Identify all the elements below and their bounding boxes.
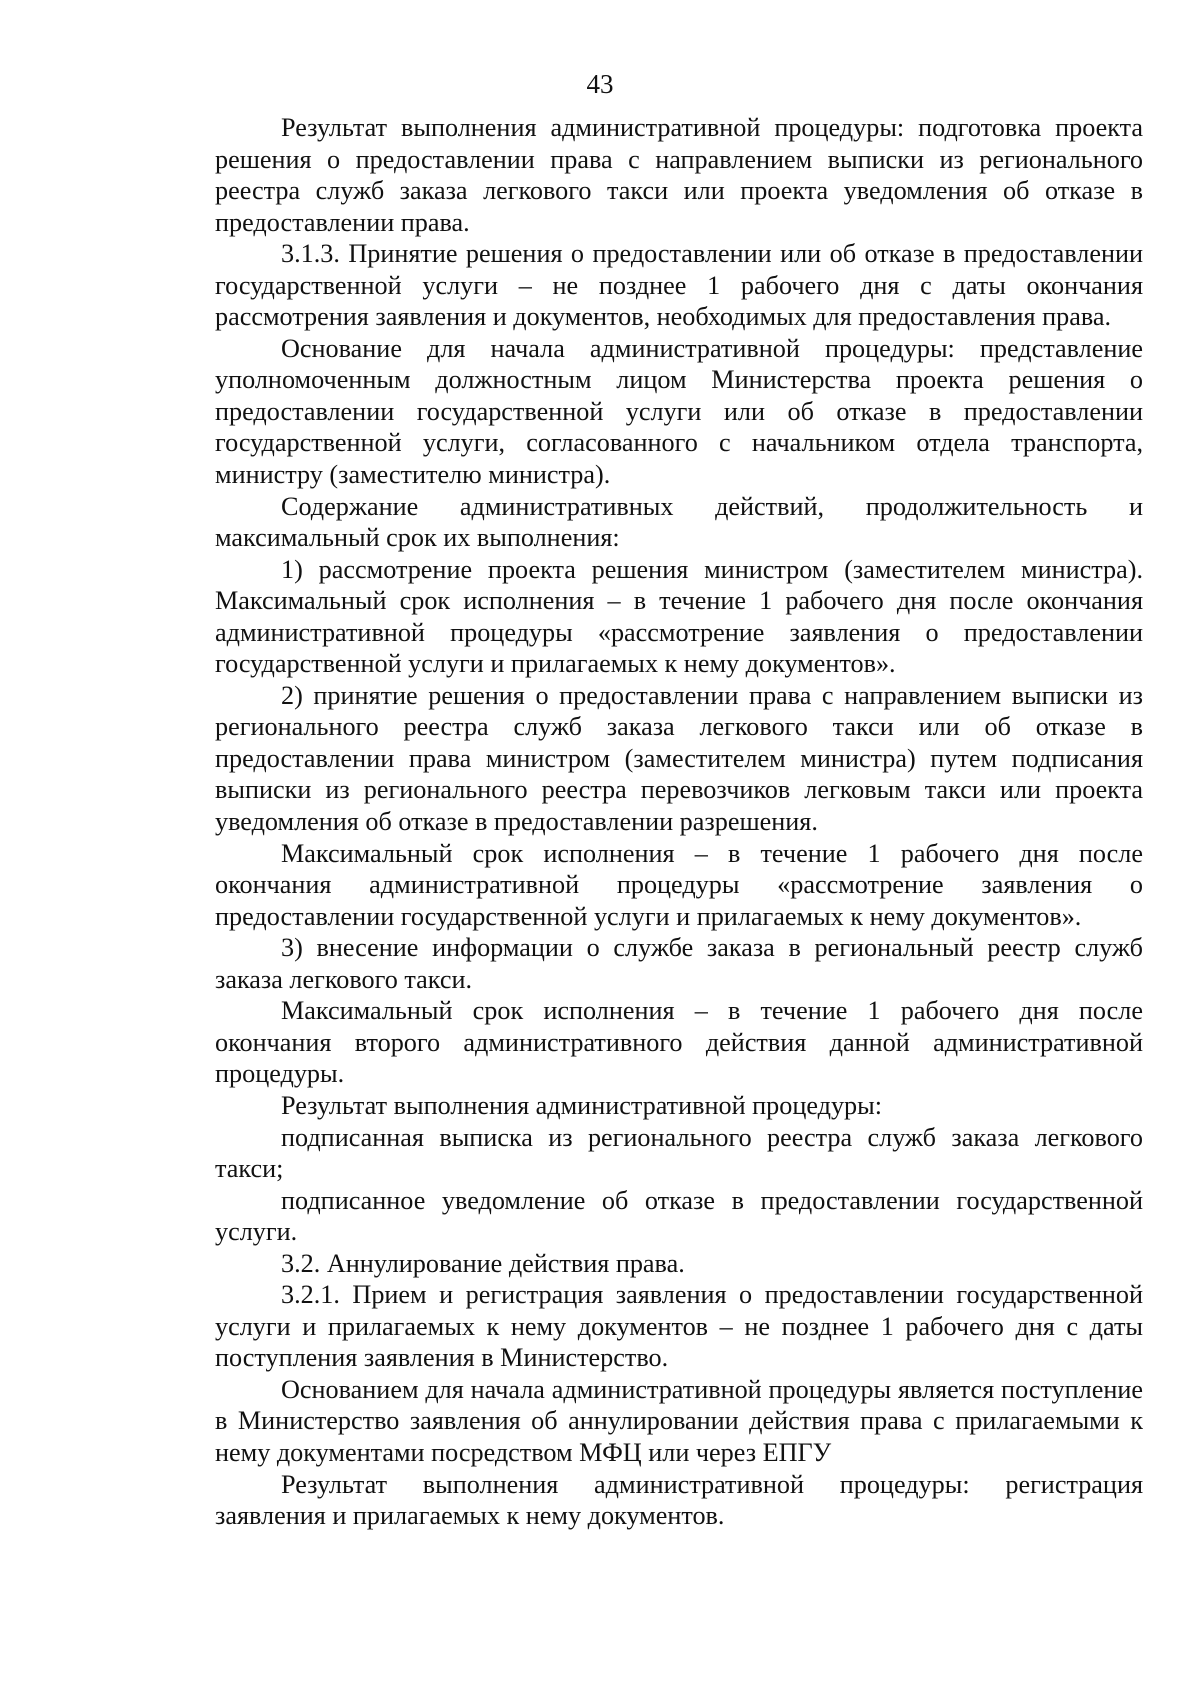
paragraph: Максимальный срок исполнения – в течение 1 рабочего дня после окончания второго административного действия данной административной процедуры.	[215, 996, 1143, 1089]
paragraph: Максимальный срок исполнения – в течение 1 рабочего дня после окончания административной процедуры «рассмотрение заявления о предоставлении государственной услуги и прилагаемых к нему документов».	[215, 838, 1143, 931]
paragraph: 3.1.3. Принятие решения о предоставлении или об отказе в предоставлении государственной услуги – не позднее 1 рабочего дня с даты окончания рассмотрения заявления и документов, необходимых для предоставления права.	[215, 239, 1143, 332]
section-heading: 3.2. Аннулирование действия права.	[281, 1248, 685, 1278]
paragraph: 3) внесение информации о службе заказа в региональный реестр служб заказа легкового такси.	[215, 933, 1143, 994]
document-body	[215, 112, 1143, 1532]
page-number: 43	[586, 69, 614, 99]
paragraph: Результат выполнения административной процедуры: регистрация заявления и прилагаемых к нему документов.	[215, 1469, 1143, 1531]
paragraph: 1) рассмотрение проекта решения министром (заместителем министра). Максимальный срок исполнения – в течение 1 рабочего дня после окончания административной процедуры «рассмотрение заявления о предоставлении государственной услуги и прилагаемых к нему документов».	[215, 554, 1143, 679]
paragraph: Результат выполнения административной процедуры:	[281, 1090, 883, 1120]
paragraph: подписанная выписка из регионального реестра служб заказа легкового такси;	[215, 1122, 1143, 1184]
paragraph: Основанием для начала административной процедуры является поступление в Министерство заявления об аннулировании действия права с прилагаемыми к нему документами посредством МФЦ или через ЕПГУ	[215, 1374, 1143, 1467]
paragraph: подписанное уведомление об отказе в предоставлении государственной услуги.	[215, 1185, 1143, 1247]
paragraph: 2) принятие решения о предоставлении права с направлением выписки из регионального реестра служб заказа легкового такси или об отказе в предоставлении права министром (заместителем министра) путем подписания выписки из регионального реестра перевозчиков легковым такси или проекта уведомления об отказе в предоставлении разрешения.	[215, 680, 1143, 837]
paragraph: Результат выполнения административной процедуры: подготовка проекта решения о предоставлении права с направлением выписки из регионального реестра служб заказа легкового такси или проекта уведомления об отказе в предоставлении права.	[215, 113, 1143, 237]
paragraph: Основание для начала административной процедуры: представление уполномоченным должностным лицом Министерства проекта решения о предоставлении государственной услуги или об отказе в предоставлении государственной услуги, согласованного с начальником отдела транспорта, министру (заместителю министра).	[215, 333, 1143, 490]
paragraph: Содержание административных действий, продолжительность и максимальный срок их выполнения:	[215, 491, 1143, 553]
paragraph: 3.2.1. Прием и регистрация заявления о предоставлении государственной услуги и прилагаемых к нему документов – не позднее 1 рабочего дня с даты поступления заявления в Министерство.	[215, 1280, 1143, 1373]
